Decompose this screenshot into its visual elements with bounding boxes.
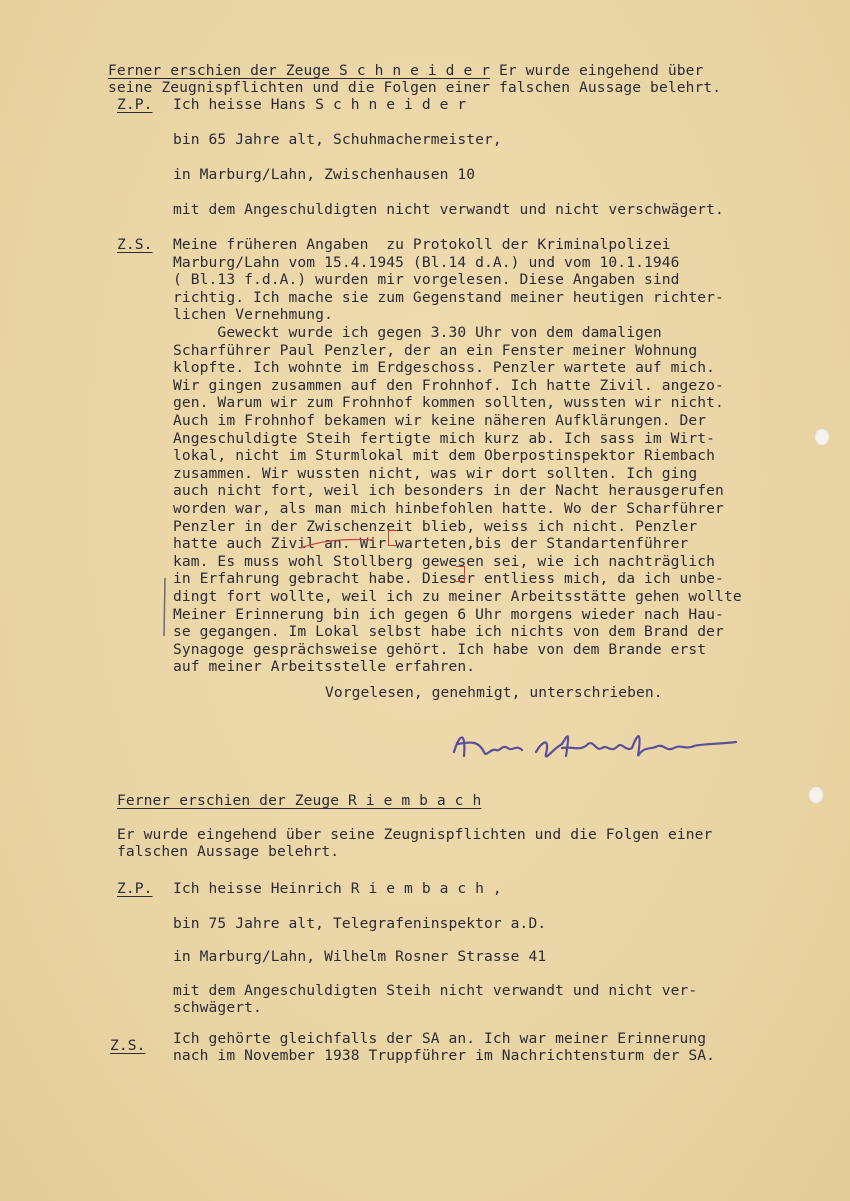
- statement-line: se gegangen. Im Lokal selbst habe ich nichts von dem Brand der: [173, 623, 724, 641]
- statement-line: worden war, als man mich hinbefohlen hatte. Wo der Scharführer: [173, 500, 724, 517]
- statement-line: Meine früheren Angaben zu Protokoll der Kriminalpolizei: [173, 236, 671, 253]
- red-bracket-close: [456, 566, 465, 582]
- statement-line: hatte auch Zivil an. Wir warteten,bis der Standartenführer: [173, 535, 689, 553]
- statement-line: kam. Es muss wohl Stollberg gewesen sei, wie ich nachträglich: [173, 552, 716, 570]
- statement-line: Auch im Frohnhof bekamen wir keine näheren Aufklärungen. Der: [173, 412, 707, 429]
- section2-zp-relation-1: mit dem Angeschuldigten Steih nicht verwandt und nicht ver-: [173, 982, 698, 999]
- section1-zs-label: Z.S.: [117, 236, 153, 253]
- statement-line: in Erfahrung gebracht habe. Dieser entliess mich, da ich unbe-: [173, 570, 724, 588]
- section1-heading-cont: Er wurde eingehend über: [490, 62, 704, 79]
- section1-intro: seine Zeugnispflichten und die Folgen einer falschen Aussage belehrt.: [108, 79, 722, 96]
- red-bracket-open: [388, 530, 397, 546]
- section2-zs-label: Z.S.: [110, 1037, 146, 1054]
- margin-pencil-mark: [160, 576, 170, 638]
- statement-line: richtig. Ich mache sie zum Gegenstand meiner heutigen richter-: [173, 288, 724, 306]
- section2-intro-1: Er wurde eingehend über seine Zeugnispflichten und die Folgen einer: [117, 826, 713, 843]
- section2-zp-age: bin 75 Jahre alt, Telegrafeninspektor a.D.: [173, 915, 547, 932]
- section2-intro-2: falschen Aussage belehrt.: [117, 843, 340, 860]
- statement-line: auch nicht fort, weil ich besonders in der Nacht herausgerufen: [173, 482, 724, 500]
- section1-zp-age: bin 65 Jahre alt, Schuhmachermeister,: [173, 131, 502, 148]
- section2-zs-line-1: Ich gehörte gleichfalls der SA an. Ich war meiner Erinnerung: [173, 1030, 707, 1047]
- statement-line: Wir gingen zusammen auf den Frohnhof. Ich hatte Zivil. angezo-: [173, 376, 724, 394]
- section1-heading: Ferner erschien der Zeuge S c h n e i d e r: [108, 62, 491, 79]
- section1-zp-name: Ich heisse Hans S c h n e i d e r: [173, 96, 467, 113]
- statement-line: Meiner Erinnerung bin ich gegen 6 Uhr morgens wieder nach Hau-: [173, 605, 724, 623]
- statement-line: dingt fort wollte, weil ich zu meiner Arbeitsstätte gehen wollte: [173, 588, 742, 605]
- section2-zp-address: in Marburg/Lahn, Wilhelm Rosner Strasse 41: [173, 948, 547, 965]
- punch-hole-top: [814, 428, 830, 446]
- statement-line: klopfte. Ich wohnte im Erdgeschoss. Penzler wartete auf mich.: [173, 359, 716, 377]
- statement-line: Geweckt wurde ich gegen 3.30 Uhr von dem damaligen: [173, 324, 662, 341]
- section1-heading-line: [108, 62, 703, 79]
- section2-zs-line-2: nach im November 1938 Truppführer im Nachrichtensturm der SA.: [173, 1047, 716, 1064]
- section2-zp-relation-2: schwägert.: [173, 999, 262, 1016]
- statement-line: Angeschuldigte Steih fertigte mich kurz ab. Ich sass im Wirt-: [173, 429, 716, 447]
- statement-line: Scharführer Paul Penzler, der an ein Fenster meiner Wohnung: [173, 341, 698, 359]
- section1-zp-relation: mit dem Angeschuldigten nicht verwandt und nicht verschwägert.: [173, 201, 724, 218]
- section1-zp-label: Z.P.: [117, 96, 153, 113]
- statement-line: lichen Vernehmung.: [173, 306, 333, 324]
- statement-line: auf meiner Arbeitsstelle erfahren.: [173, 658, 476, 676]
- section1-zp-address: in Marburg/Lahn, Zwischenhausen 10: [173, 166, 476, 183]
- section2-zp-name: Ich heisse Heinrich R i e m b a c h ,: [173, 880, 502, 897]
- statement-line: ( Bl.13 f.d.A.) wurden mir vorgelesen. Diese Angaben sind: [173, 271, 680, 289]
- section1-closing: Vorgelesen, genehmigt, unterschrieben.: [325, 684, 663, 701]
- section2-heading: Ferner erschien der Zeuge R i e m b a c h: [117, 792, 482, 809]
- section2-zp-label: Z.P.: [117, 880, 153, 897]
- signature-image: [450, 722, 740, 768]
- statement-line: Penzler in der Zwischenzeit blieb, weiss ich nicht. Penzler: [173, 517, 698, 535]
- statement-line: gen. Warum wir zum Frohnhof kommen sollten, wussten wir nicht.: [173, 394, 724, 412]
- statement-line: Marburg/Lahn vom 15.4.1945 (Bl.14 d.A.) und vom 10.1.1946: [173, 253, 680, 271]
- statement-line: lokal, nicht im Sturmlokal mit dem Oberpostinspektor Riembach: [173, 447, 716, 465]
- red-underline-mark: [298, 512, 378, 552]
- statement-line: Synagoge gesprächsweise gehört. Ich habe von dem Brande erst: [173, 640, 707, 658]
- statement-line: zusammen. Wir wussten nicht, was wir dort sollten. Ich ging: [173, 464, 698, 482]
- punch-hole-bottom: [808, 786, 824, 804]
